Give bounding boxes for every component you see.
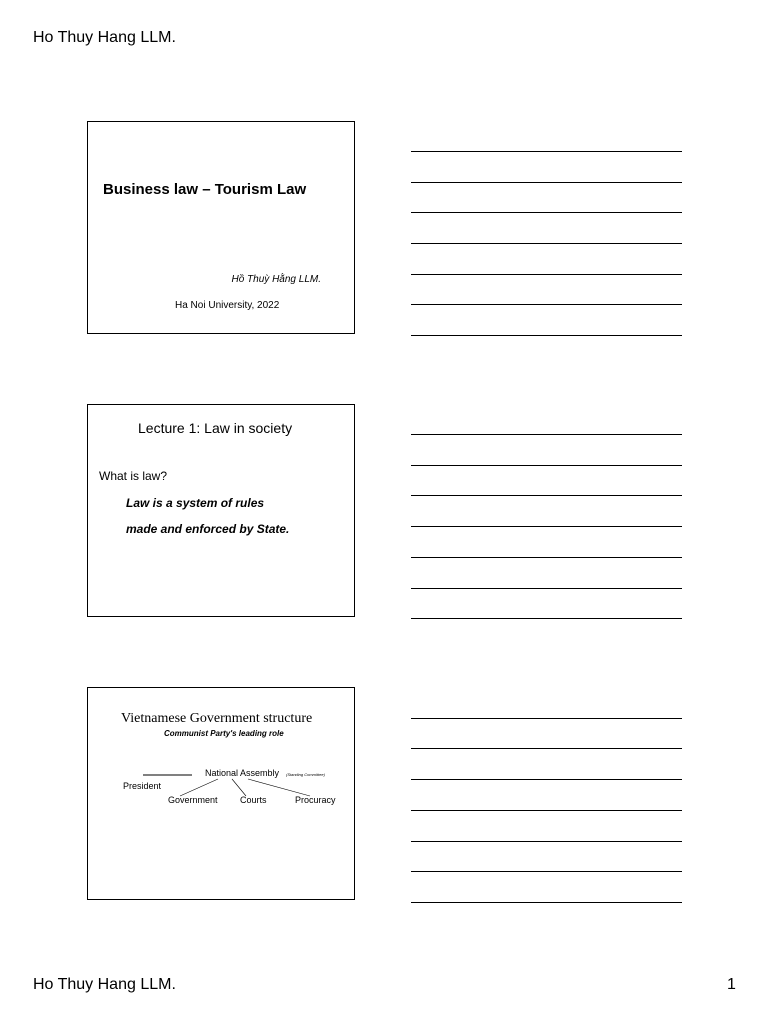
note-line bbox=[411, 618, 682, 619]
slide-1-thumbnail bbox=[87, 121, 355, 334]
procuracy-connector-line bbox=[248, 779, 310, 796]
slide-2-answer-line-1: Law is a system of rules bbox=[126, 496, 265, 510]
page-number: 1 bbox=[727, 976, 736, 993]
note-line bbox=[411, 718, 682, 719]
note-line bbox=[411, 810, 682, 811]
note-line bbox=[411, 304, 682, 305]
slide-2-question: What is law? bbox=[99, 469, 168, 483]
page-header-author: Ho Thuy Hang LLM. bbox=[33, 29, 176, 46]
slide-3-thumbnail bbox=[87, 687, 355, 900]
courts-connector-line bbox=[232, 779, 246, 796]
standing-committee-label: (Standing Committee) bbox=[286, 772, 325, 777]
note-line bbox=[411, 871, 682, 872]
note-line bbox=[411, 274, 682, 275]
president-label: President bbox=[123, 781, 162, 791]
slide-2-answer-line-2: made and enforced by State. bbox=[126, 522, 290, 536]
slide-1-institution: Ha Noi University, 2022 bbox=[175, 300, 280, 311]
note-line bbox=[411, 465, 682, 466]
note-line bbox=[411, 182, 682, 183]
slide-2-title: Lecture 1: Law in society bbox=[138, 420, 293, 436]
note-line bbox=[411, 841, 682, 842]
page-footer-author: Ho Thuy Hang LLM. bbox=[33, 976, 176, 993]
courts-label: Courts bbox=[240, 795, 267, 805]
national-assembly-label: National Assembly bbox=[205, 768, 280, 778]
note-line bbox=[411, 588, 682, 589]
note-line bbox=[411, 243, 682, 244]
note-line bbox=[411, 212, 682, 213]
note-line bbox=[411, 526, 682, 527]
note-line bbox=[411, 434, 682, 435]
note-line bbox=[411, 748, 682, 749]
slide-1-title: Business law – Tourism Law bbox=[103, 181, 307, 198]
note-line bbox=[411, 557, 682, 558]
government-connector-line bbox=[180, 779, 218, 796]
note-line bbox=[411, 335, 682, 336]
note-line bbox=[411, 495, 682, 496]
note-line bbox=[411, 151, 682, 152]
note-line bbox=[411, 779, 682, 780]
slide-3-subtitle: Communist Party's leading role bbox=[164, 729, 284, 738]
slide-2-thumbnail bbox=[87, 404, 355, 617]
note-line bbox=[411, 902, 682, 903]
government-label: Government bbox=[168, 795, 218, 805]
slide-1-author: Hồ Thuỳ Hằng LLM. bbox=[231, 274, 321, 285]
procuracy-label: Procuracy bbox=[295, 795, 336, 805]
slide-3-title: Vietnamese Government structure bbox=[121, 711, 313, 726]
